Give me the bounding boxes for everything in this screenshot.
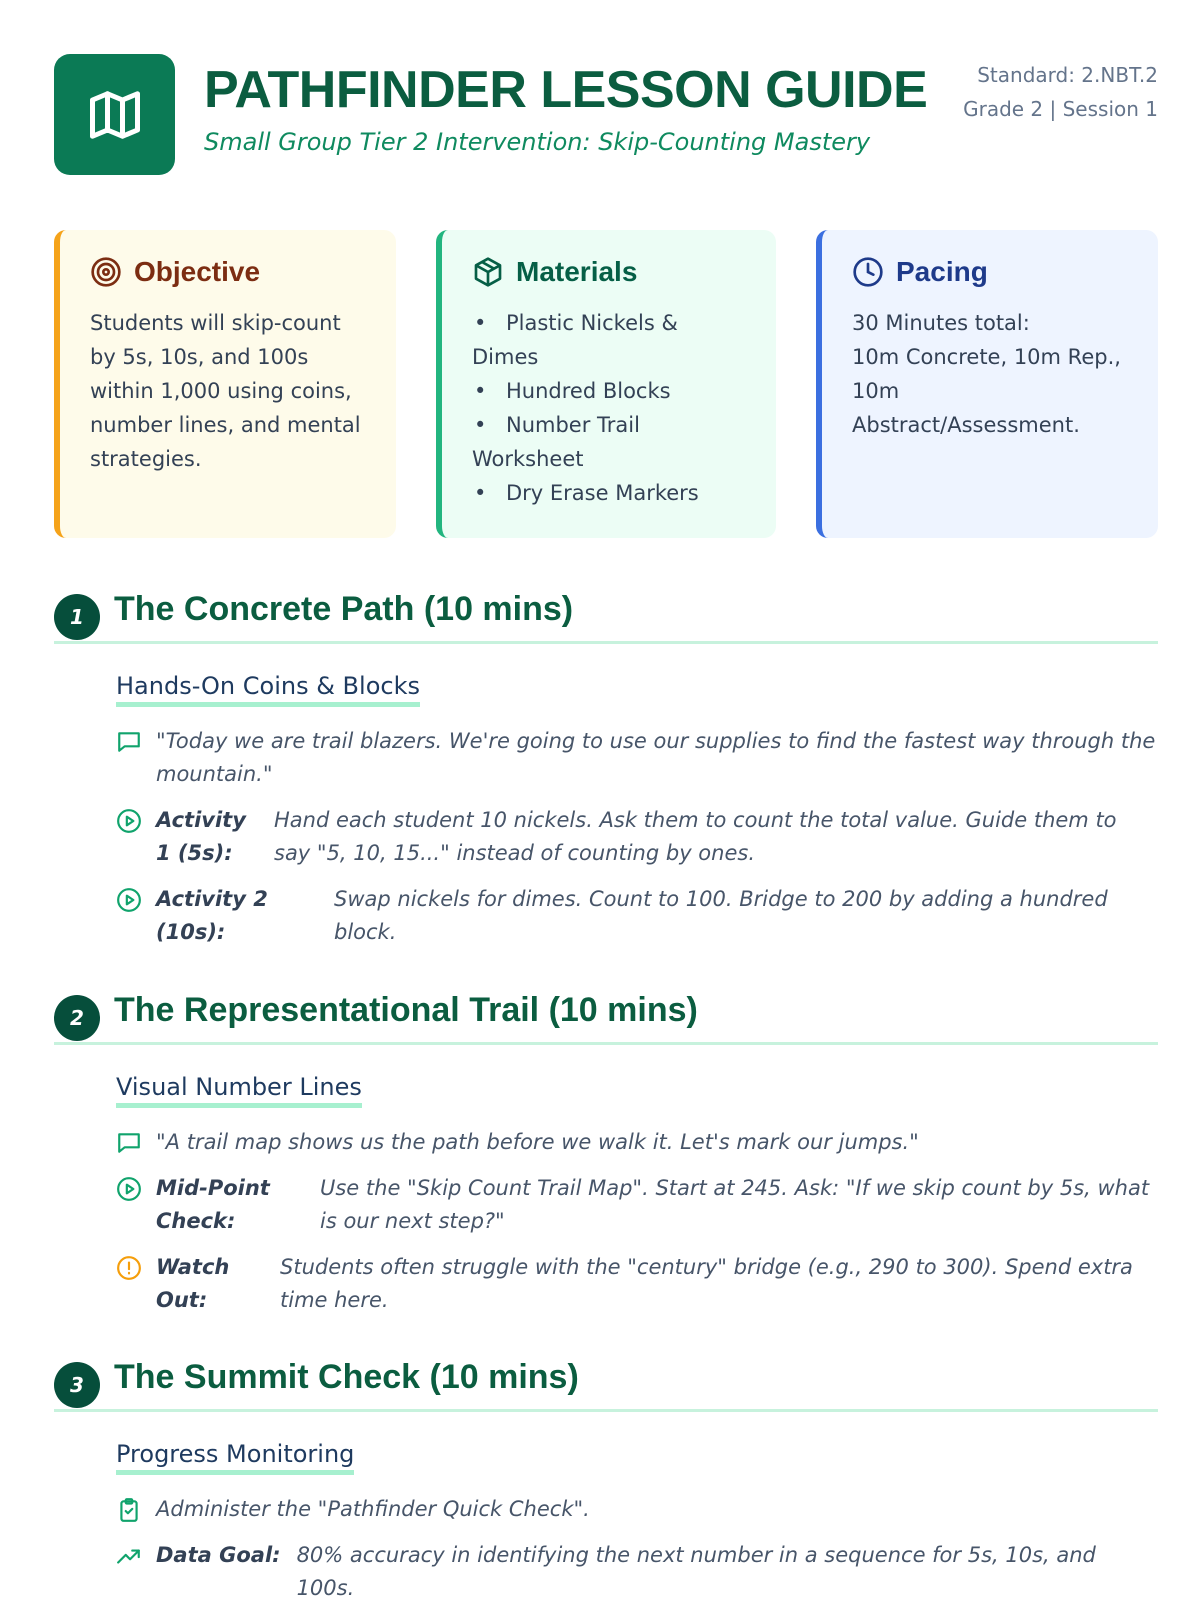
box-icon xyxy=(472,256,504,288)
play-circle-icon xyxy=(116,887,142,913)
materials-title: Materials xyxy=(516,256,638,287)
section-rows xyxy=(116,1493,1158,1600)
goal-text: 80% accuracy in identifying the next number in a sequence for 5s, 10s, and 100s. xyxy=(296,1543,1096,1600)
section-concrete-path xyxy=(54,590,1158,962)
target-icon xyxy=(90,256,122,288)
lesson-header xyxy=(54,54,1158,176)
section-rows xyxy=(116,725,1158,949)
script-text: "Today we are trail blazers. We're going to use our supplies to find the fastest way through the mountain." xyxy=(156,729,1156,786)
clock-icon xyxy=(852,256,884,288)
play-circle-icon xyxy=(116,808,142,834)
bullet-icon: • xyxy=(474,379,487,403)
section-title: The Summit Check (10 mins) xyxy=(114,1358,579,1396)
activity-row xyxy=(116,804,1158,870)
section-summit-check xyxy=(54,1358,1158,1600)
materials-card-header xyxy=(472,256,750,288)
objective-card xyxy=(54,230,396,538)
check-row xyxy=(116,1172,1158,1238)
goal-row xyxy=(116,1539,1158,1600)
pacing-total: 30 Minutes total: xyxy=(852,311,1030,335)
check-label: Mid-Point Check: xyxy=(156,1176,270,1233)
alert-circle-icon xyxy=(116,1255,142,1281)
script-row xyxy=(116,1126,1158,1159)
goal-label: Data Goal: xyxy=(156,1543,281,1567)
list-item xyxy=(472,374,750,408)
list-item xyxy=(472,408,750,476)
page-title: PATHFINDER LESSON GUIDE xyxy=(204,61,928,119)
bullet-icon: • xyxy=(474,311,487,335)
objective-card-header xyxy=(90,256,370,288)
activity-text: Swap nickels for dimes. Count to 100. Bridge to 200 by adding a hundred block. xyxy=(334,887,1108,944)
grade-session-label: Grade 2 | Session 1 xyxy=(963,97,1158,121)
objective-title: Objective xyxy=(134,256,261,287)
lesson-meta xyxy=(963,58,1158,126)
section-header xyxy=(54,991,1158,1045)
material-item: Number Trail Worksheet xyxy=(472,413,640,471)
material-item: Plastic Nickels & Dimes xyxy=(472,311,678,369)
material-item: Dry Erase Markers xyxy=(506,481,699,505)
section-representational-trail xyxy=(54,991,1158,1330)
check-text: Use the "Skip Count Trail Map". Start at 245. Ask: "If we skip count by 5s, what is our next step?" xyxy=(320,1176,1150,1233)
section-header xyxy=(54,1358,1158,1412)
pacing-card-header xyxy=(852,256,1132,288)
play-circle-icon xyxy=(116,1176,142,1202)
activity-label: Activity 2 (10s): xyxy=(156,887,268,944)
speech-bubble-icon xyxy=(116,1130,142,1156)
section-number: 1 xyxy=(54,594,100,640)
section-number: 3 xyxy=(54,1362,100,1408)
watch-out-label: Watch Out: xyxy=(156,1255,230,1312)
objective-text: Students will skip-count by 5s, 10s, and 100s within 1,000 using coins, number lines, and mental strategies. xyxy=(90,311,361,471)
watch-out-text: Students often struggle with the "century" bridge (e.g., 290 to 300). Spend extra time here. xyxy=(280,1255,1133,1312)
pacing-text xyxy=(852,306,1132,442)
task-text: Administer the "Pathfinder Quick Check". xyxy=(156,1497,590,1521)
materials-card xyxy=(436,230,776,538)
list-item xyxy=(472,306,750,374)
activity-text: Hand each student 10 nickels. Ask them to count the total value. Guide them to say "5, 10, 15..." instead of counting by ones. xyxy=(274,808,1117,865)
section-title: The Concrete Path (10 mins) xyxy=(114,590,574,628)
activity-row xyxy=(116,883,1158,949)
section-subtitle: Visual Number Lines xyxy=(116,1073,362,1108)
standard-label: Standard: 2.NBT.2 xyxy=(977,63,1158,87)
page-subtitle: Small Group Tier 2 Intervention: Skip-Counting Mastery xyxy=(204,128,871,156)
material-item: Hundred Blocks xyxy=(506,379,671,403)
script-row xyxy=(116,725,1158,791)
bullet-icon: • xyxy=(474,481,487,505)
section-title: The Representational Trail (10 mins) xyxy=(114,991,698,1029)
section-subtitle: Progress Monitoring xyxy=(116,1440,354,1475)
script-text: "A trail map shows us the path before we walk it. Let's mark our jumps." xyxy=(156,1130,919,1154)
trending-up-icon xyxy=(116,1543,142,1569)
pacing-title: Pacing xyxy=(896,256,988,287)
logo-badge xyxy=(54,54,175,175)
section-header xyxy=(54,590,1158,644)
map-icon xyxy=(85,85,145,145)
watch-out-row xyxy=(116,1251,1158,1317)
bullet-icon: • xyxy=(474,413,487,437)
pacing-breakdown: 10m Concrete, 10m Rep., 10m Abstract/Assessment. xyxy=(852,345,1121,437)
section-rows xyxy=(116,1126,1158,1317)
clipboard-check-icon xyxy=(116,1497,142,1523)
list-item xyxy=(472,476,750,510)
pacing-card xyxy=(816,230,1158,538)
speech-bubble-icon xyxy=(116,729,142,755)
section-subtitle: Hands-On Coins & Blocks xyxy=(116,672,420,707)
section-number: 2 xyxy=(54,995,100,1041)
materials-list xyxy=(472,306,750,510)
task-row xyxy=(116,1493,1158,1526)
activity-label: Activity 1 (5s): xyxy=(156,808,246,865)
